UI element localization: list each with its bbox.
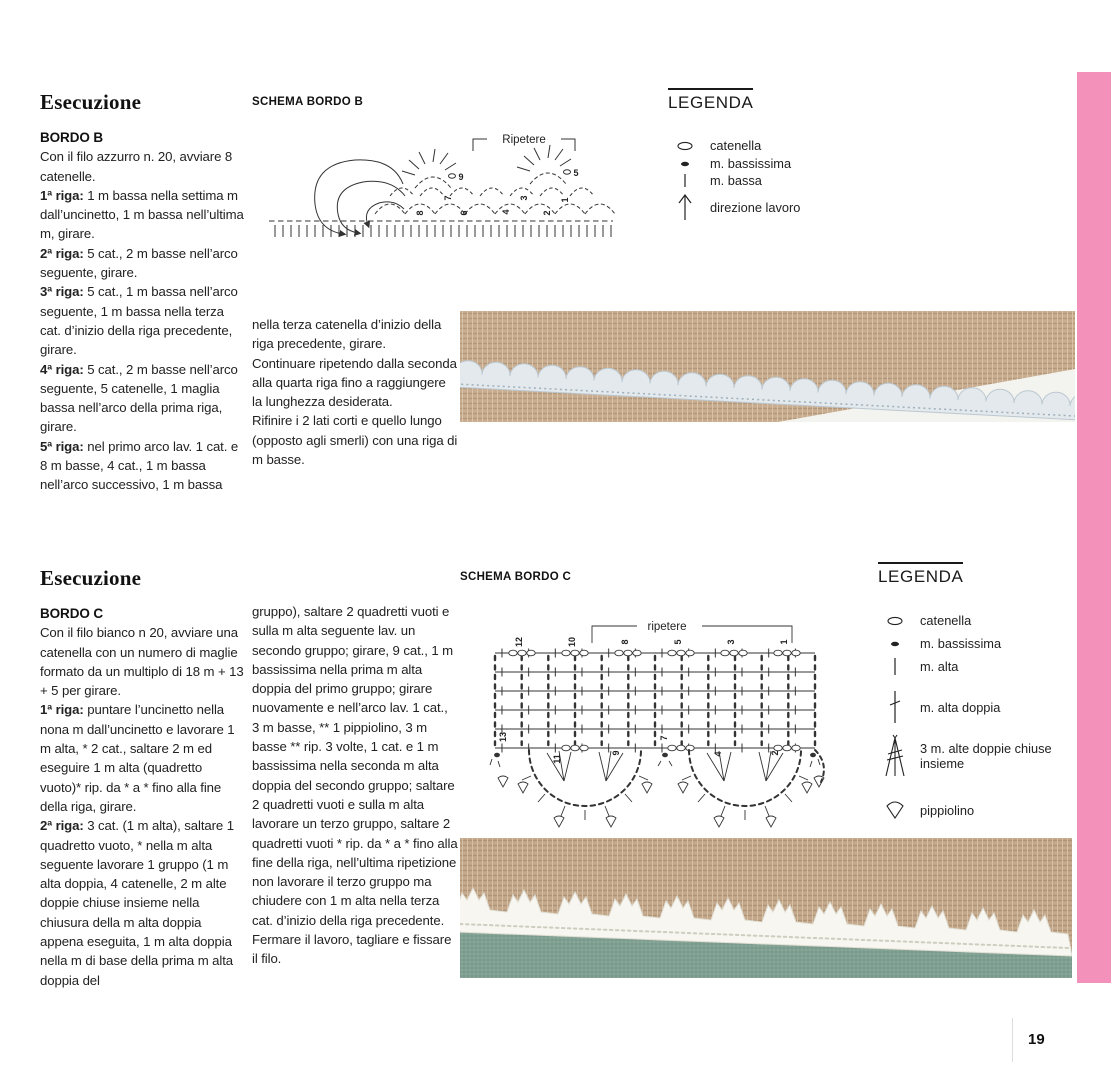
scallop-rays [402,149,456,175]
row-number: 3 [726,639,736,645]
row-number: 12 [514,636,524,648]
schema-b-chart [255,126,620,248]
fan-motif [518,750,652,827]
catenella-icon [668,141,702,151]
work-direction-arrow [315,160,403,234]
legend-item: m. bassa [668,173,850,188]
legend-item: catenella [878,613,1060,628]
scallop-rays [517,145,571,171]
row-number: 3 [519,195,529,201]
row-number: 9 [611,750,621,756]
bordo-c-step: 2ª riga: 3 cat. (1 m alta), saltare 1 quadretto vuoto, * nella m alta seguente lavorare 1 gruppo (1 m alta doppia, 4 catenelle, 2 m alte doppie chiuse insieme nella chiusura della m alta doppia appena eseguita, 1 m alta doppia nella m di base della prima m alta doppia del [40,818,234,988]
chain-oval [564,170,571,174]
row-number: 5 [573,168,579,178]
schema-b-title: SCHEMA BORDO B [252,96,364,108]
bordo-b-title: BORDO B [40,130,104,145]
bordo-b-intro: Con il filo azzurro n. 20, avviare 8 catenelle. [40,149,233,184]
schema-c-diagram [462,598,867,840]
row-number: 11 [552,754,562,764]
chain-oval [449,174,456,178]
scallop-arc [415,177,451,188]
legend-b-title: LEGENDA [668,88,753,113]
row-number: 2 [770,750,780,756]
legend-item: catenella [668,138,850,153]
repeat-bracket-left [592,626,637,643]
row-number: 1 [779,639,789,645]
row-number: 9 [458,172,464,182]
row-number: 10 [567,636,577,648]
chain-arches-row [375,204,615,214]
bordo-b-step: 5ª riga: nel primo arco lav. 1 cat. e 8 m basse, 4 cat., 1 m bassa nell’arco successivo, 1 m bassa [40,438,239,493]
bordo-c-step: 1ª riga: puntare l’uncinetto nella nona m dall’uncinetto e lavorare 1 m alta, * 2 cat., saltare 2 m ed eseguire 1 m alta (quadretto vuoto)* rip. da * a * fino alla fine della riga, girare. [40,702,235,814]
bordo-b-step: 4ª riga: 5 cat., 2 m basse nell’arco seguente, 5 catenelle, 1 maglia bassa nell’arco della prima riga, girare. [40,361,238,435]
bordo-c-intro: Con il filo bianco n 20, avviare una catenella con un numero di maglie formato da un multiplo di 18 m + 13 + 5 per girare. [40,625,244,699]
schema-c-chart [462,598,867,835]
legend-item: m. bassissima [668,156,850,171]
direzione-lavoro-icon [668,192,702,222]
catenella-icon [878,616,912,626]
m-alta-icon [878,657,912,676]
section-b-exec-heading: Esecuzione [40,90,142,114]
legend-item: m. alta doppia [878,690,1060,724]
scallop-arc [530,173,566,184]
base-stitches [269,224,613,238]
row-number: 7 [443,195,453,201]
3-m-alte-doppie-icon [878,734,912,778]
page-edge-accent-bar [1077,72,1111,983]
bordo-b-instructions [40,128,246,495]
repeat-bracket-left [473,139,487,151]
section-c-exec-heading: Esecuzione [40,566,142,590]
row-number: 5 [673,639,683,645]
legend-b [668,88,878,228]
m-bassissima-icon [878,641,912,647]
bordo-b-step: 2ª riga: 5 cat., 2 m basse nell’arco seguente, girare. [40,245,238,281]
repeat-label: ripetere [647,621,687,633]
chain-arches-row2 [390,188,594,196]
footer-divider [1012,1018,1013,1062]
fan-motif [678,750,812,827]
bassissima-dot [663,753,668,757]
legend-item: 3 m. alte doppie chiuse insieme [878,734,1060,778]
row-number: 4 [713,751,723,757]
bordo-b-step: 1ª riga: 1 m bassa nella settima m dall’uncinetto, 1 m bassa nell’ultima m, girare. [40,187,244,242]
bordo-c-title: BORDO C [40,606,104,621]
row-number: 1 [560,197,570,203]
m-alta-doppia-icon [878,690,912,724]
bordo-c-instructions [40,604,246,990]
row-number: 7 [659,735,669,741]
legend-c [878,562,1088,842]
bordo-c-continuation: gruppo), saltare 2 quadretti vuoti e sulla m alta seguente lav. un secondo gruppo; girare, 9 cat., 1 m bassissima nella prima m alta doppia del primo gruppo; girare nuovamente e nell’arco lav. 1 cat., 3 m basse, ** 1 pippiolino, 3 m basse ** rip. 3 volte, 1 cat. e 1 m bassissima nella seconda m alta doppia del secondo gruppo; saltare 2 quadretti vuoti e sulla m alta lavorare un terzo gruppo, saltare 2 quadretti vuoti * rip. da * a * fino alla fine della riga, nell’ultima ripetizione non lavorare il terzo gruppo ma chiudere con 1 m alta nella terza cat. d’inizio della riga precedente. Fermare il lavoro, tagliare e fissare il filo. [252,604,458,967]
pippiolino-icon [878,800,912,820]
bordo-b-step: 3ª riga: 5 cat., 1 m bassa nell’arco seguente, 1 m bassa nella terza cat. d’inizio della riga precedente, girare. [40,284,238,358]
repeat-label: Ripetere [502,134,546,146]
row-number: 4 [501,209,511,215]
photo-bordo-b [460,311,1075,422]
photo-bordo-c [460,838,1072,978]
row-number: 2 [542,210,552,216]
legend-item: direzione lavoro [668,192,850,222]
legend-c-title: LEGENDA [878,562,963,587]
m-bassissima-icon [668,161,702,167]
row-number: 8 [415,210,425,216]
legend-item: m. alta [878,657,1060,676]
schema-b-diagram [255,126,620,253]
row-number: 8 [620,639,630,645]
page-number: 19 [1028,1031,1045,1048]
row-number: 6 [459,210,469,216]
bordo-b-continuation: nella terza catenella d’inizio della riga precedente, girare. Continuare ripetendo dalla seconda alla quarta riga fino a raggiungere la lunghezza desiderata. Rifinire i 2 lati corti e quello lungo (opposto agli smerli) con una riga di m basse. [252,317,458,468]
schema-c-title: SCHEMA BORDO C [460,571,572,583]
legend-item: pippiolino [878,800,1060,820]
row-number: 13 [498,731,508,743]
legend-item: m. bassissima [878,636,1060,651]
m-bassa-icon [668,173,702,188]
